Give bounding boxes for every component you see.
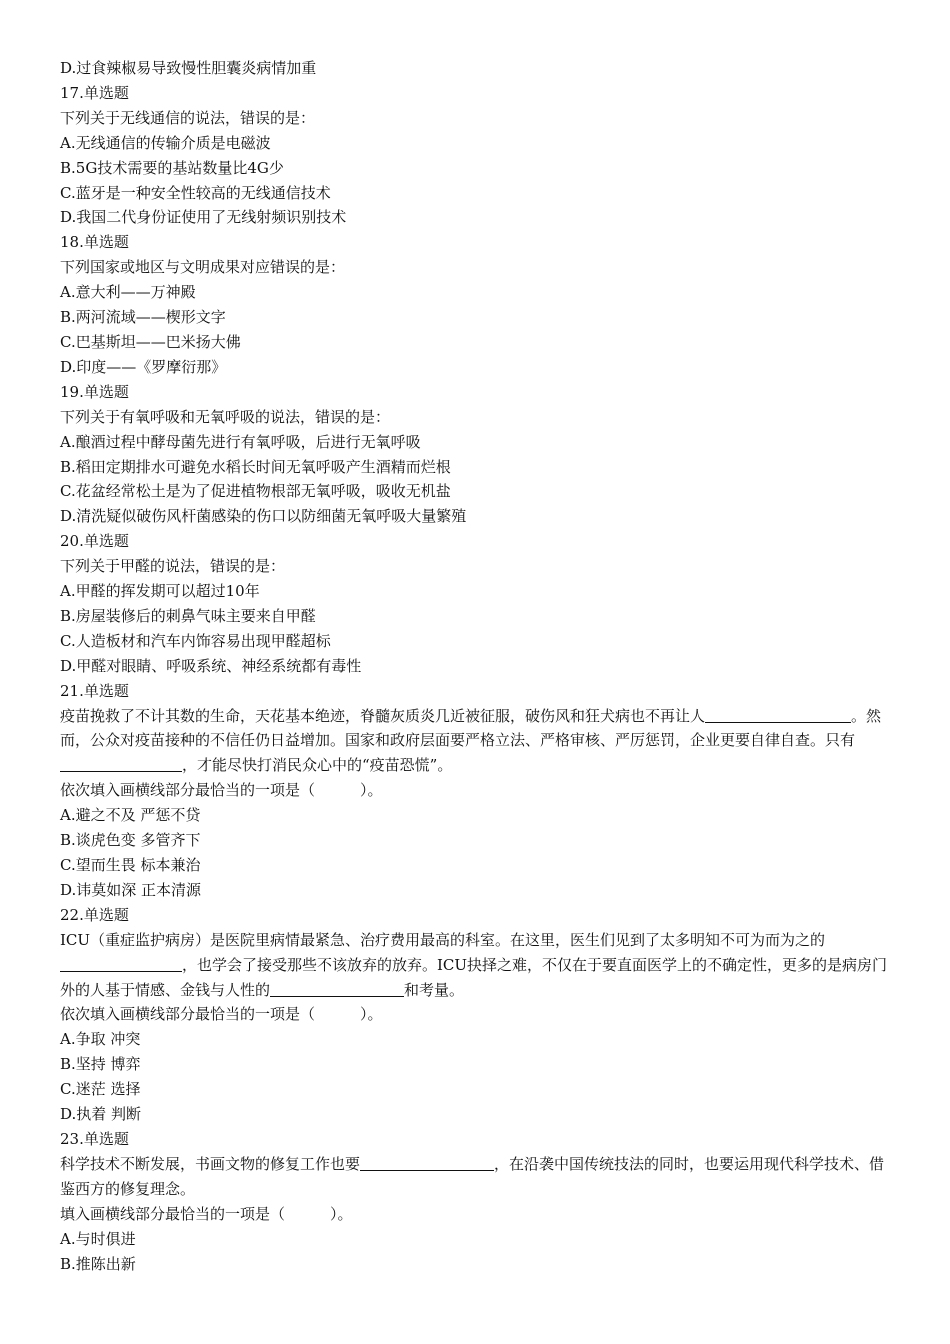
- q22-option-c: C.迷茫 选择: [60, 1080, 141, 1099]
- text-line: A.酿酒过程中酵母菌先进行有氧呼吸，后进行无氧呼吸: [60, 432, 421, 451]
- text-line: C.巴基斯坦——巴米扬大佛: [60, 332, 241, 351]
- q22-text-2: ，也学会了接受那些不该放弃的放弃。ICU抉择之难，不仅在于要直面医学上的不确定性，更多的是病房门外的人基于情感、金钱与人性的: [60, 955, 888, 999]
- text-line: B.5G技术需要的基站数量比4G少: [60, 158, 284, 177]
- fill-blank: [60, 955, 182, 972]
- text-line: C.蓝牙是一种安全性较高的无线通信技术: [60, 183, 331, 202]
- text-line: 17.单选题: [60, 83, 129, 102]
- text-line: 19.单选题: [60, 382, 129, 401]
- q23-ask: 填入画横线部分最恰当的一项是（ ）。: [60, 1204, 353, 1223]
- text-line: A.甲醛的挥发期可以超过10年: [60, 582, 260, 601]
- q21-option-a: A.避之不及 严惩不贷: [60, 806, 201, 825]
- text-line: 下列关于无线通信的说法，错误的是：: [60, 108, 316, 127]
- q22-number: 22.单选题: [60, 905, 129, 924]
- text-line: A.无线通信的传输介质是电磁波: [60, 133, 271, 152]
- q21-passage: [60, 704, 892, 779]
- text-line: 下列关于有氧呼吸和无氧呼吸的说法，错误的是：: [60, 407, 391, 426]
- text-line: 21.单选题: [60, 681, 129, 700]
- text-line: 下列国家或地区与文明成果对应错误的是：: [60, 258, 346, 277]
- q23-text-2: ，在沿袭中国传统技法的同时，也要运用现代科学技术、借鉴西方的修复理念。: [60, 1154, 885, 1198]
- q22-text-1: ICU（重症监护病房）是医院里病情最紧急、治疗费用最高的科室。在这里，医生们见到了太多明知不可为而为之的: [60, 930, 826, 949]
- text-line: B.两河流域——楔形文字: [60, 308, 226, 327]
- fill-blank: [270, 980, 404, 997]
- document-page: [60, 56, 892, 1276]
- fill-blank: [60, 755, 182, 772]
- fill-blank: [360, 1154, 494, 1171]
- text-line: 18.单选题: [60, 233, 129, 252]
- text-line: D.甲醛对眼睛、呼吸系统、神经系统都有毒性: [60, 656, 362, 675]
- text-line: A.意大利——万神殿: [60, 283, 196, 302]
- text-line: C.人造板材和汽车内饰容易出现甲醛超标: [60, 631, 331, 650]
- q23-number: 23.单选题: [60, 1129, 129, 1148]
- q22-option-a: A.争取 冲突: [60, 1030, 141, 1049]
- text-line: 下列关于甲醛的说法，错误的是：: [60, 557, 286, 576]
- fill-blank: [839, 706, 851, 723]
- q23-passage: [60, 1152, 892, 1202]
- q21-text-2: 。然而，公众对疫苗接种的不信任仍日益增加。国家和政府层面要严格立法、严格审核、严厉惩罚，企业更要自律自查。只有: [60, 706, 882, 750]
- q22-option-d: D.执着 判断: [60, 1105, 142, 1124]
- question-lines: [60, 56, 892, 704]
- q22-option-b: B.坚持 博弈: [60, 1055, 141, 1074]
- q23-option-a: A.与时俱进: [60, 1229, 136, 1248]
- text-line: D.我国二代身份证使用了无线射频识别技术: [60, 208, 347, 227]
- q23-option-b: B.推陈出新: [60, 1254, 136, 1273]
- text-line: D.印度——《罗摩衍那》: [60, 357, 227, 376]
- q21-text-1: 疫苗挽救了不计其数的生命，天花基本绝迹，脊髓灰质炎几近被征服，破伤风和狂犬病也不再让人: [60, 706, 706, 725]
- text-line: C.花盆经常松土是为了促进植物根部无氧呼吸，吸收无机盐: [60, 482, 451, 501]
- text-line: D.清洗疑似破伤风杆菌感染的伤口以防细菌无氧呼吸大量繁殖: [60, 507, 467, 526]
- q21-text-3: ，才能尽快打消民众心中的“疫苗恐慌”。: [182, 756, 453, 775]
- text-line: B.房屋装修后的刺鼻气味主要来自甲醛: [60, 606, 316, 625]
- q22-ask: 依次填入画横线部分最恰当的一项是（ ）。: [60, 1005, 383, 1024]
- q22-text-3: 和考量。: [404, 980, 465, 999]
- q21-option-d: D.讳莫如深 正本清源: [60, 880, 202, 899]
- q22-passage: [60, 928, 892, 1003]
- text-line: 20.单选题: [60, 532, 129, 551]
- q21-option-c: C.望而生畏 标本兼治: [60, 856, 201, 874]
- q23-text-1: 科学技术不断发展，书画文物的修复工作也要: [60, 1154, 361, 1173]
- text-line: B.稻田定期排水可避免水稻长时间无氧呼吸产生酒精而烂根: [60, 457, 451, 476]
- text-line: D.过食辣椒易导致慢性胆囊炎病情加重: [60, 59, 317, 77]
- fill-blank: [705, 706, 839, 723]
- q21-ask: 依次填入画横线部分最恰当的一项是（ ）。: [60, 781, 383, 800]
- q21-option-b: B.谈虎色变 多管齐下: [60, 831, 201, 850]
